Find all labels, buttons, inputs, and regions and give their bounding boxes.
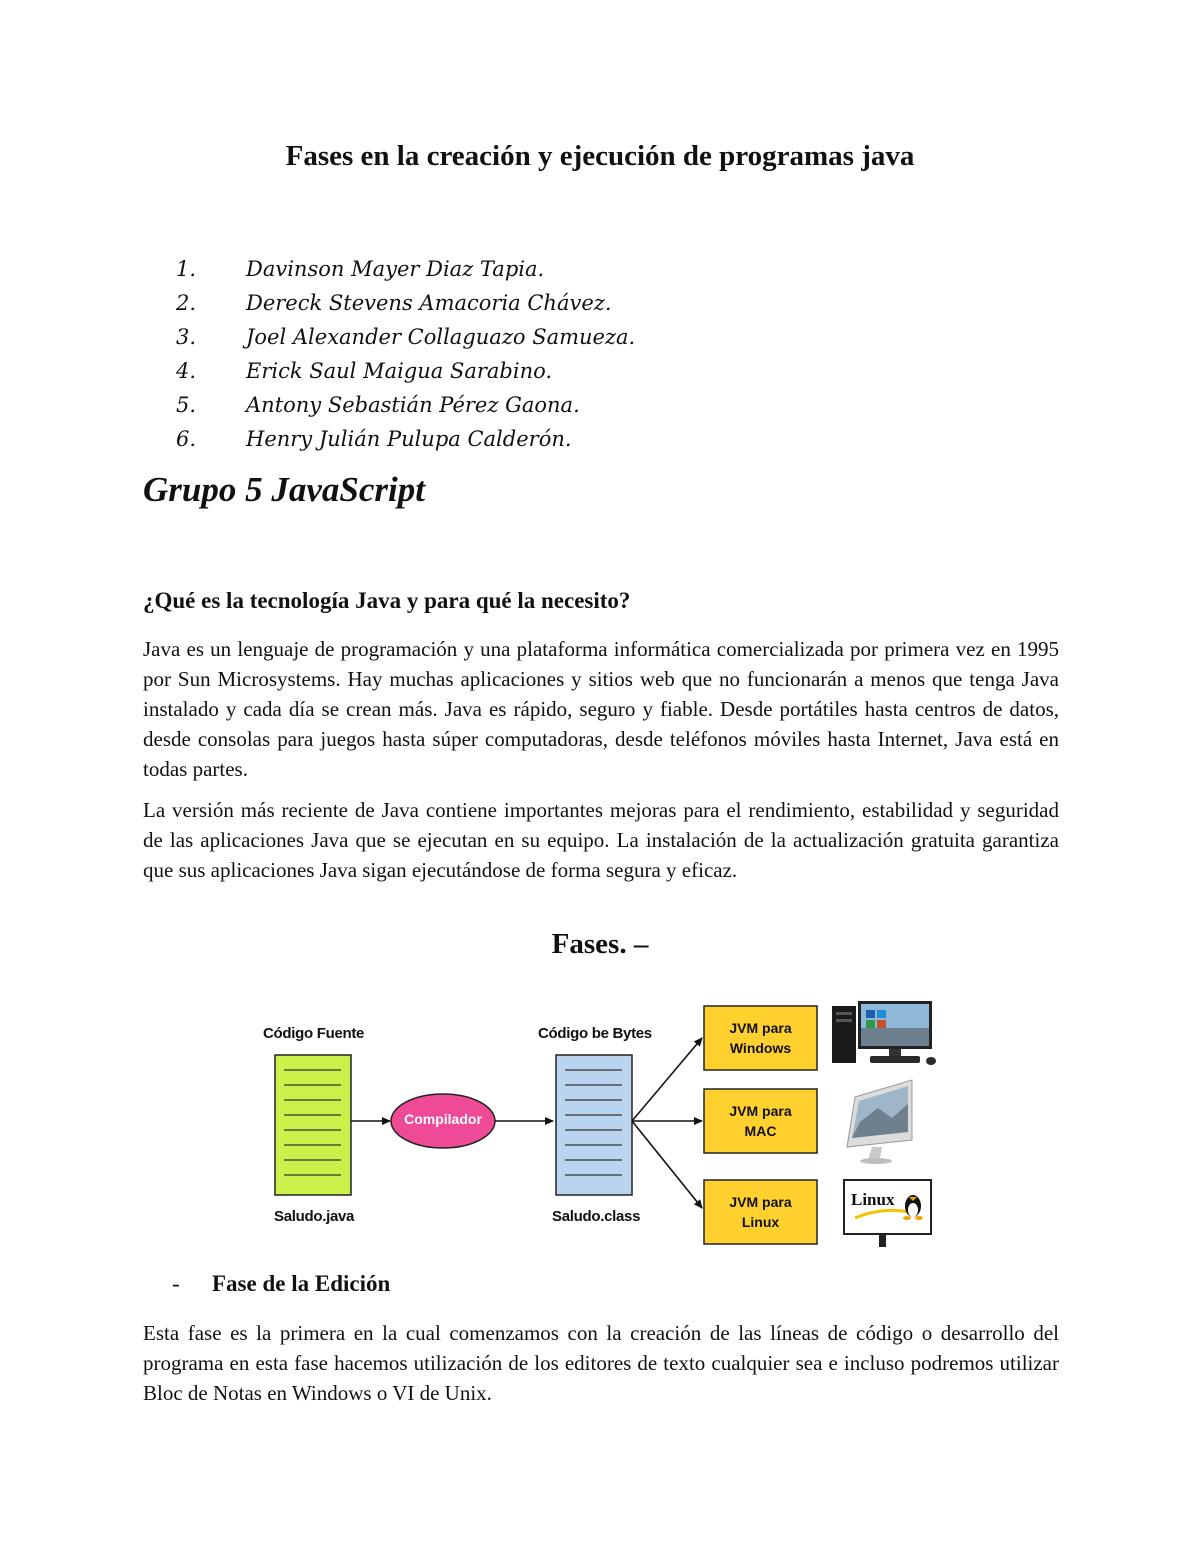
source-code-label: Código Fuente: [263, 1025, 365, 1042]
author-name: Davinson Mayer Diaz Tapia.: [246, 257, 545, 281]
jvm-mac-line2: MAC: [744, 1123, 777, 1139]
body-paragraph: Esta fase es la primera en la cual comenzamos con la creación de las líneas de código o desarrollo del programa en esta fase hacemos utilización de los editores de texto cualquier sea e incluso podremos utilizar Bloc de Notas en Windows o VI de Unix.: [143, 1321, 1059, 1405]
jvm-mac-label: [704, 1101, 817, 1141]
group-heading: Grupo 5 JavaScript: [143, 470, 425, 509]
author-name: Dereck Stevens Amacoria Chávez.: [246, 291, 612, 315]
bullet-dash: -: [172, 1271, 180, 1296]
list-number: 1.: [176, 257, 197, 281]
bytecode-label: Código be Bytes: [538, 1025, 652, 1042]
body-paragraph: La versión más reciente de Java contiene importantes mejoras para el rendimiento, estabilidad y seguridad de las aplicaciones Java que se ejecutan en su equipo. La instalación de la actualización gratuita garantiza que sus aplicaciones Java sigan ejecutándose de forma segura y eficaz.: [143, 798, 1059, 882]
author-name: Erick Saul Maigua Sarabino.: [246, 359, 553, 383]
list-number: 5.: [176, 393, 197, 417]
bytecode-file-label: Saludo.class: [552, 1208, 641, 1225]
list-number: 4.: [176, 359, 197, 383]
list-number: 2.: [176, 291, 197, 315]
mac-illustration: [847, 1080, 912, 1164]
jvm-windows-label: [704, 1018, 817, 1058]
source-file-label: Saludo.java: [274, 1208, 355, 1225]
edit-phase-title: Fase de la Edición: [212, 1271, 391, 1296]
source-code-document: [275, 1055, 351, 1195]
compiler-label: Compilador: [404, 1111, 482, 1127]
author-name: Joel Alexander Collaguazo Samueza.: [246, 325, 636, 349]
body-paragraph: Java es un lenguaje de programación y una plataforma informática comercializada por primera vez en 1995 por Sun Microsystems. Hay muchas aplicaciones y sitios web que no funcionarán a menos que tenga Java instalado y cada día se crean más. Java es rápido, seguro y fiable. Desde portátiles hasta centros de datos, desde consolas para juegos hasta súper computadoras, desde teléfonos móviles hasta Internet, Java está en todas partes.: [143, 637, 1059, 781]
jvm-windows-line1: JVM para: [729, 1020, 792, 1036]
edit-phase-heading: [172, 1271, 390, 1297]
jvm-linux-line1: JVM para: [729, 1194, 792, 1210]
arrow-to-jvm-linux: [632, 1121, 702, 1208]
jvm-linux-line2: Linux: [741, 1214, 780, 1230]
jvm-linux-label: [704, 1192, 817, 1232]
document-title: Fases en la creación y ejecución de programas java: [285, 140, 915, 172]
author-name: Henry Julián Pulupa Calderón.: [246, 427, 572, 451]
arrow-to-jvm-windows: [632, 1038, 702, 1121]
author-name: Antony Sebastián Pérez Gaona.: [246, 393, 580, 417]
section-heading: ¿Qué es la tecnología Java y para qué la necesito?: [143, 588, 631, 613]
bytecode-document: [556, 1055, 632, 1195]
linux-logo-text: Linux: [851, 1190, 895, 1209]
jvm-windows-line2: Windows: [729, 1040, 792, 1056]
windows-pc-illustration: [832, 1001, 936, 1065]
fases-heading: Fases. –: [551, 928, 649, 960]
jvm-mac-line1: JVM para: [729, 1103, 792, 1119]
list-number: 3.: [176, 325, 197, 349]
list-number: 6.: [176, 427, 197, 451]
